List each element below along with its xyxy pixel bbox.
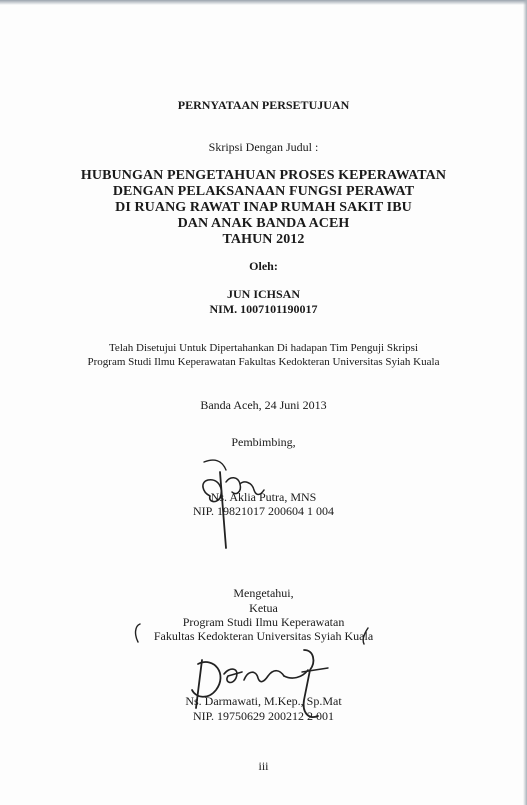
supervisor-nip: NIP. 19821017 200604 1 004 <box>192 504 334 518</box>
thesis-title-line-1: HUBUNGAN PENGETAHUAN PROSES KEPERAWATAN <box>80 168 447 183</box>
acknowledge-line-2: Ketua <box>249 601 278 615</box>
thesis-title-line-5: TAHUN 2012 <box>222 232 305 247</box>
place-date: Banda Aceh, 24 Juni 2013 <box>200 398 327 412</box>
supervisor-role: Pembimbing, <box>231 435 296 449</box>
thesis-title-line-4: DAN ANAK BANDA ACEH <box>177 216 350 231</box>
acknowledger-nip: NIP. 19750629 200212 2 001 <box>192 709 334 723</box>
author-nim: NIM. 1007101190017 <box>209 302 318 316</box>
approval-line-2: Program Studi Ilmu Keperawatan Fakultas Kedokteran Universitas Syiah Kuala <box>87 356 440 368</box>
approval-line-1: Telah Disetujui Untuk Dipertahankan Di hadapan Tim Penguji Skripsi <box>108 342 419 354</box>
author-name: JUN ICHSAN <box>226 287 300 301</box>
document-subheading: Skripsi Dengan Judul : <box>208 140 319 154</box>
thesis-title-line-3: DI RUANG RAWAT INAP RUMAH SAKIT IBU <box>115 200 412 215</box>
supervisor-name: Ns. Aklia Putra, MNS <box>210 490 317 504</box>
by-label: Oleh: <box>249 259 278 273</box>
acknowledge-line-3: Program Studi Ilmu Keperawatan <box>182 615 345 629</box>
acknowledger-name: Ns. Darmawati, M.Kep., Sp.Mat <box>185 694 342 708</box>
acknowledge-line-1: Mengetahui, <box>233 586 294 600</box>
thesis-title-line-2: DENGAN PELAKSANAAN FUNGSI PERAWAT <box>112 184 415 199</box>
document-heading: PERNYATAAN PERSETUJUAN <box>177 98 350 112</box>
scan-edge-top <box>0 0 527 5</box>
page-number: iii <box>258 759 269 773</box>
acknowledge-line-4: Fakultas Kedokteran Universitas Syiah Kuala <box>153 629 374 643</box>
